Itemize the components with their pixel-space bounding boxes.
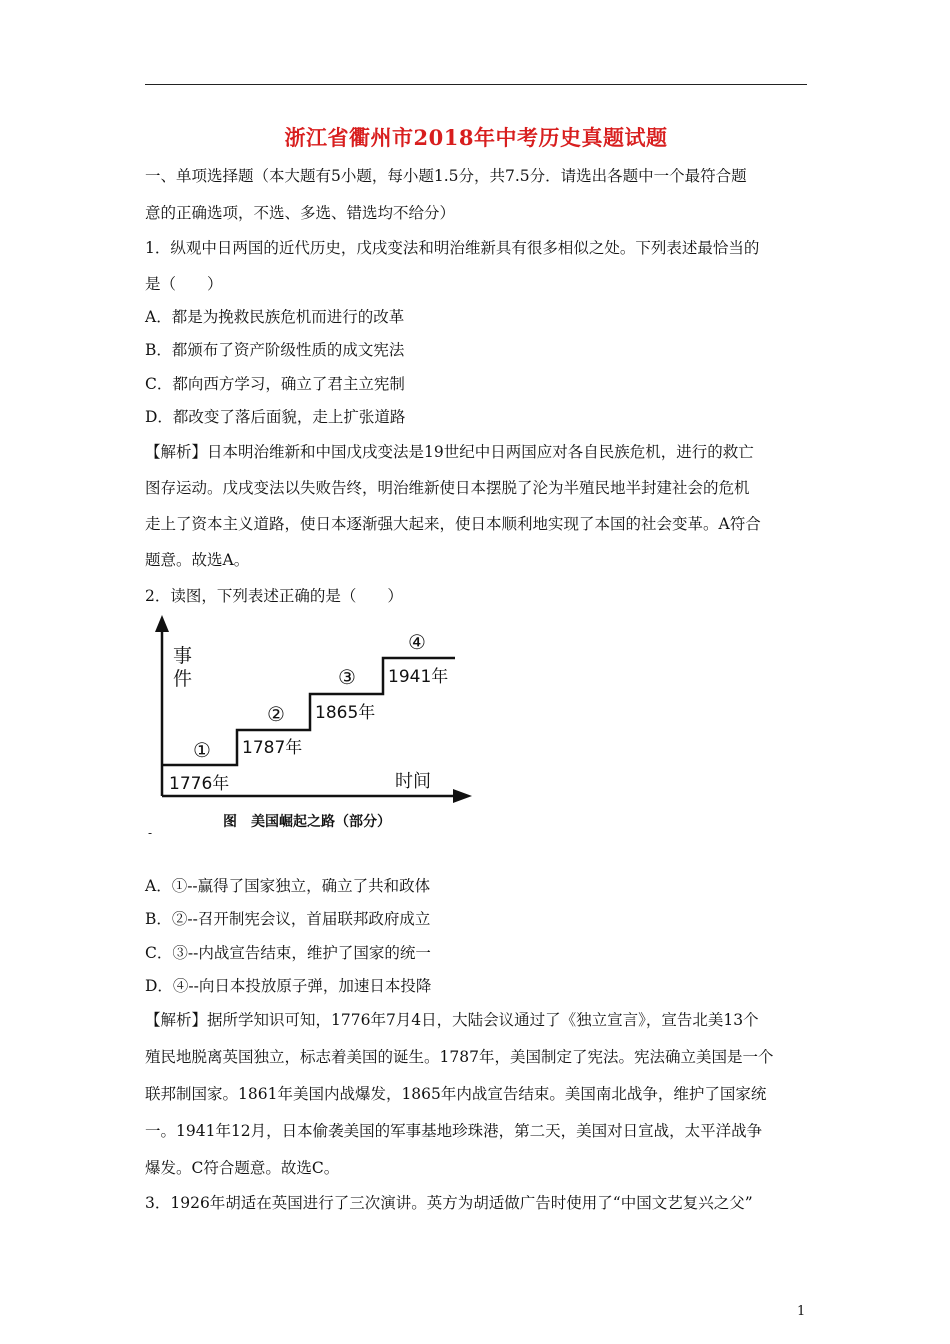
step-marker-1: ① [193, 738, 211, 762]
y-axis-label: 件 [173, 668, 193, 690]
question-2-option-b: B．②--召开制宪会议，首届联邦政府成立 [145, 910, 431, 928]
stray-mark: - [148, 826, 153, 840]
step-marker-2: ② [267, 702, 285, 726]
question-1-stem-cont: 是（ ） [145, 275, 223, 293]
x-axis-arrow [453, 789, 472, 803]
question-3-stem: 3．1926年胡适在英国进行了三次演讲。英方为胡适做广告时使用了“中国文艺复兴之父” [145, 1194, 753, 1212]
question-2-analysis-line: 爆发。C符合题意。故选C。 [145, 1159, 340, 1177]
question-2-analysis-line: 联邦制国家。1861年美国内战爆发，1865年内战宣告结束。美国南北战争，维护了国家统 [145, 1085, 767, 1103]
section-instruction-line-1: 一、单项选择题（本大题有5小题，每小题1.5分，共7.5分．请选出各题中一个最符合题 [145, 167, 747, 185]
figure-caption: 图 美国崛起之路（部分） [223, 814, 391, 830]
us-rise-diagram [145, 612, 485, 834]
y-axis-arrow [155, 615, 169, 632]
page-number: 1 [797, 1304, 806, 1319]
step-marker-3: ③ [338, 665, 356, 689]
question-1-analysis-line: 【解析】日本明治维新和中国戊戌变法是19世纪中日两国应对各自民族危机，进行的救亡 [145, 443, 754, 461]
step-year-2: 1787年 [242, 738, 303, 758]
question-1-option-c: C．都向西方学习，确立了君主立宪制 [145, 375, 405, 393]
question-1-option-b: B．都颁布了资产阶级性质的成文宪法 [145, 341, 405, 359]
question-1-option-d: D．都改变了落后面貌，走上扩张道路 [145, 408, 406, 426]
question-1-option-a: A．都是为挽救民族危机而进行的改革 [145, 308, 405, 326]
page-title: 浙江省衢州市2018年中考历史真题试题 [284, 125, 668, 150]
question-2-analysis-line: 殖民地脱离英国独立，标志着美国的诞生。1787年，美国制定了宪法。宪法确立美国是一个 [145, 1048, 774, 1066]
question-1-stem: 1．纵观中日两国的近代历史，戊戌变法和明治维新具有很多相似之处。下列表述最恰当的 [145, 239, 760, 257]
x-axis-label: 时间 [395, 771, 431, 792]
question-1-analysis-line: 走上了资本主义道路，使日本逐渐强大起来，使日本顺利地实现了本国的社会变革。A符合 [145, 515, 761, 533]
section-instruction-line-2: 意的正确选项，不选、多选、错选均不给分） [145, 204, 456, 222]
step-year-1: 1776年 [169, 774, 230, 794]
step-year-3: 1865年 [315, 703, 376, 723]
question-2-stem: 2．读图，下列表述正确的是（ ） [145, 587, 403, 605]
question-1-analysis-line: 图存运动。戊戌变法以失败告终，明治维新使日本摆脱了沦为半殖民地半封建社会的危机 [145, 479, 750, 497]
question-2-option-c: C．③--内战宣告结束，维护了国家的统一 [145, 944, 431, 962]
step-marker-4: ④ [408, 630, 426, 654]
question-2-analysis-line: 【解析】据所学知识可知，1776年7月4日，大陆会议通过了《独立宣言》，宣告北美13个 [145, 1011, 759, 1029]
y-axis-label: 事 [173, 645, 193, 667]
header-rule [145, 84, 807, 85]
question-2-option-d: D．④--向日本投放原子弹，加速日本投降 [145, 977, 432, 995]
step-year-4: 1941年 [388, 667, 449, 687]
question-1-analysis-line: 题意。故选A。 [145, 551, 250, 569]
question-2-option-a: A．①--赢得了国家独立，确立了共和政体 [145, 877, 431, 895]
question-2-analysis-line: 一。1941年12月，日本偷袭美国的军事基地珍珠港，第二天，美国对日宣战，太平洋战争 [145, 1122, 763, 1140]
